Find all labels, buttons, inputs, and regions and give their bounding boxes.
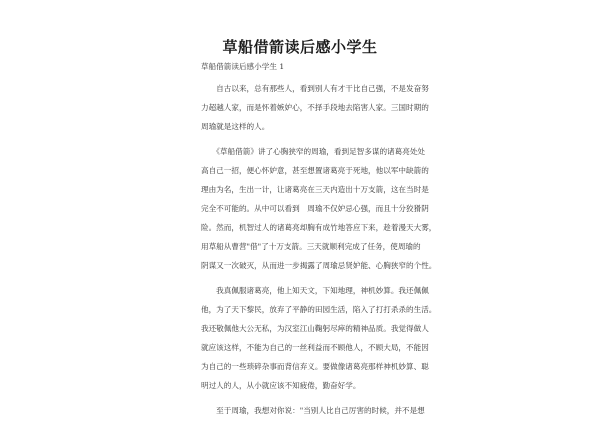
document-title: 草船借箭读后感小学生: [222, 38, 378, 56]
text-line: 至于周瑜，我想对你说："当别人比自己厉害的时候，并不是想: [201, 406, 425, 415]
paragraph: [201, 401, 425, 420]
text-line: 为自己的一些琐碎杂事而背信弃义。要做像诸葛亮那样神机妙算、聪: [201, 362, 429, 371]
text-line: 高自己一招，便心怀妒意，甚至想置诸葛亮于死地，他以军中缺箭的: [201, 166, 429, 175]
text-line: 理由为名，生出一计，让诸葛亮在三天内造出十万支箭，这在当时是: [201, 185, 429, 194]
text-line: 自古以来，总有那些人，看到别人有才干比自己强，不是发奋努: [201, 84, 429, 93]
text-line: 他，为了天下黎民，放弃了平静的田园生活，陷入了打打杀杀的生活。: [201, 305, 437, 314]
paragraph: [201, 79, 429, 136]
text-line: 用草船从曹营"借"了十万支箭。三天就顺利完成了任务，使周瑜的: [201, 242, 421, 251]
paragraph: [201, 142, 437, 275]
document-subtitle: 草船借箭读后感小学生 1: [201, 62, 285, 71]
text-line: 险。然而，机智过人的诸葛亮却胸有成竹地答应下来，趁着漫天大雾，: [201, 223, 437, 232]
text-line: 《草船借箭》讲了心胸狭窄的周瑜，看到足智多谋的诸葛亮处处: [201, 147, 426, 156]
text-line: 明过人的人，从小就应该不知疲倦，勤奋好学。: [201, 381, 361, 390]
text-line: 阴谋又一次破灭，从而进一步揭露了周瑜忌贤妒能、心胸狭窄的个性。: [201, 261, 437, 270]
text-line: 力超越人家，而是怀着嫉妒心，不择手段地去陷害人家。三国时期的: [201, 103, 429, 112]
text-line: 我真佩服诸葛亮，他上知天文，下知地理，神机妙算。我还佩佩: [201, 286, 429, 295]
text-line: 周瑜就是这样的人。: [201, 122, 270, 131]
document-body: [201, 59, 437, 426]
text-line: 就应该这样，不能为自己的一丝利益而不顾他人，不顾大局，不能因: [201, 343, 429, 352]
text-line: 我还敬佩他大公无私，为汉室江山鞠躬尽瘁的精神品质。我觉得做人: [201, 324, 429, 333]
paragraph: [201, 281, 437, 395]
text-line: 完全不可能的。从中可以看到 周瑜不仅妒忌心强，而且十分狡猾阴: [201, 204, 429, 213]
